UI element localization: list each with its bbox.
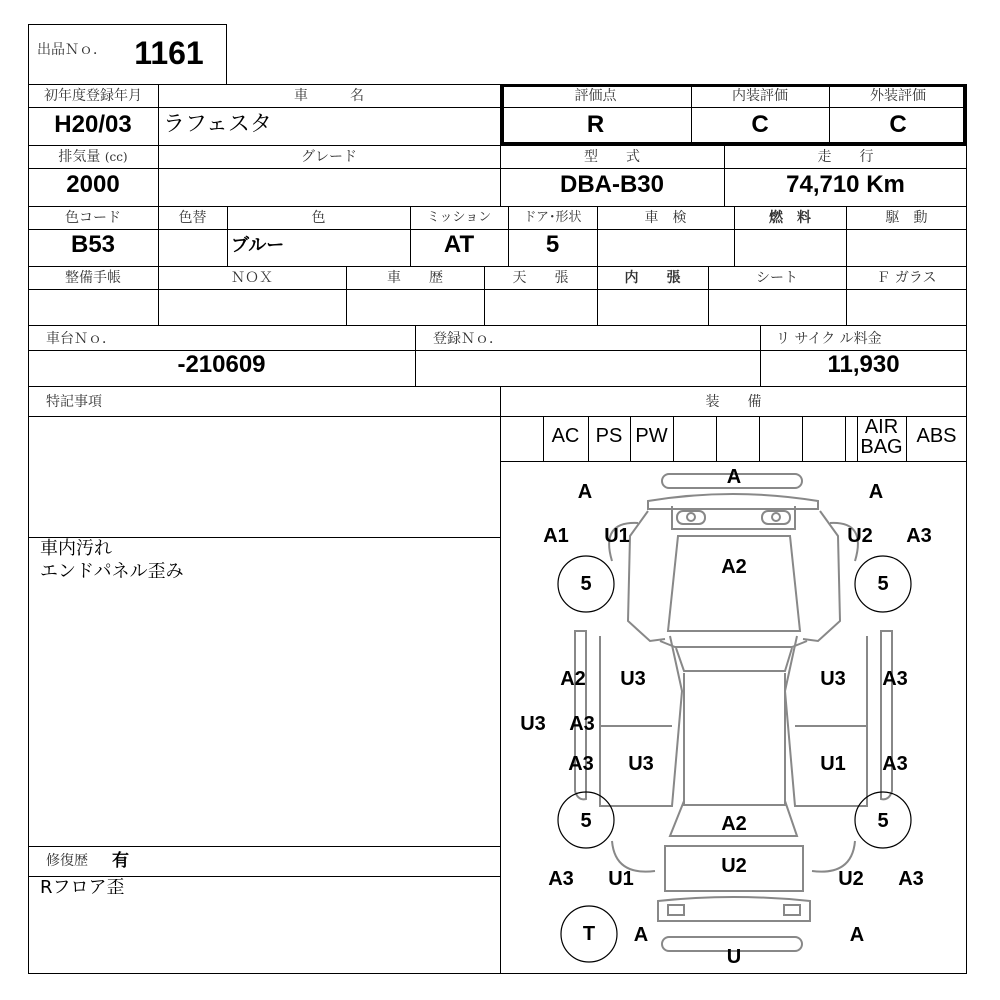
mark-rear-right-a3: A3 [898, 868, 924, 890]
mark-front-left-wheel: 5 [580, 573, 592, 595]
equipment-airbag: AIR BAG [860, 416, 903, 458]
repair-history-label: 修復歴 [46, 853, 88, 869]
mark-left-step-a3: A3 [569, 713, 595, 735]
mileage-label: 走 行 [817, 149, 874, 165]
note-line-2: エンドパネル歪み [40, 561, 184, 582]
model-label: 型 式 [584, 149, 640, 165]
interior-value: C [751, 111, 769, 138]
model-value: DBA-B30 [559, 171, 664, 198]
car-name-value: ラフェスタ [163, 112, 272, 137]
mark-rear-bumper-left: A [633, 924, 649, 946]
lot-number-box [28, 24, 227, 85]
mark-right-fender-u2: U2 [847, 525, 873, 547]
equipment-pw: PW [635, 425, 668, 447]
notes-label: 特記事項 [46, 394, 102, 410]
note-line-1: 車内汚れ [40, 538, 112, 559]
score-label: 評価点 [574, 88, 617, 104]
recycle-value: 11,930 [827, 351, 900, 378]
mark-spare-tire: T [582, 923, 596, 945]
repaint-label: 色替 [178, 210, 207, 226]
doors-value: 5 [545, 231, 560, 258]
transmission-label: ミッション [426, 210, 492, 225]
mark-left-fender-u1: U1 [604, 525, 630, 547]
doors-label: ドア･形状 [523, 210, 582, 225]
fglass-label: Ｆ ガラス [876, 270, 937, 286]
interior-label: 内装評価 [732, 88, 788, 104]
mark-rear-gate: U2 [721, 855, 747, 877]
mark-left-front-door-a2: A2 [560, 668, 586, 690]
equipment-abs: ABS [916, 425, 957, 447]
displacement-label-text: 排気量 [58, 149, 101, 165]
repair-note: Rフロア歪 [40, 877, 125, 898]
equipment-ps: PS [595, 425, 623, 447]
mark-rear-right-wheel: 5 [877, 810, 889, 832]
color-value: ブルー [231, 235, 285, 256]
color-code-value: B53 [70, 231, 116, 258]
first-registration-label: 初年度登録年月 [44, 88, 142, 104]
mark-front-right: A [868, 481, 884, 503]
equipment-ac: AC [551, 425, 580, 447]
recycle-label: リ サイク ル料金 [776, 331, 882, 347]
seat-label: シート [756, 270, 798, 286]
first-registration-value: H20/03 [54, 111, 132, 138]
displacement-label [28, 146, 158, 168]
lining-label: 内 張 [624, 270, 681, 286]
mark-front-bumper: A [726, 466, 742, 488]
lot-number-value: 1161 [134, 35, 204, 71]
mark-left-rear-door-a3: A3 [568, 753, 594, 775]
mileage-value: 74,710 Km [786, 171, 905, 198]
mark-right-front-door-u3: U3 [820, 668, 846, 690]
color-label: 色 [311, 210, 326, 226]
color-code-label: 色コード [65, 210, 121, 226]
mark-rear-right-u2: U2 [838, 868, 864, 890]
transmission-value: AT [443, 231, 475, 258]
mark-rear-bumper-right: A [849, 924, 865, 946]
mark-rear-left-u1: U1 [608, 868, 634, 890]
mark-rear-bumper: U [726, 946, 742, 968]
displacement-value: 2000 [66, 171, 120, 198]
repair-history-value: 有 [112, 851, 129, 871]
mark-rear-left-wheel: 5 [580, 810, 592, 832]
score-value: R [586, 111, 605, 138]
maintenance-label: 整備手帳 [65, 270, 121, 286]
equipment-label: 装 備 [705, 394, 762, 410]
fuel-label: 燃 料 [769, 210, 811, 226]
drive-label: 駆 動 [885, 210, 928, 226]
mark-left-fender-a1: A1 [543, 525, 569, 547]
mark-right-fender-a3: A3 [906, 525, 932, 547]
lot-number-label: 出品Ｎｏ． [37, 42, 107, 58]
mark-left-front-door-u3: U3 [620, 668, 646, 690]
chassis-label: 車台Ｎｏ． [46, 331, 116, 347]
exterior-label: 外装評価 [870, 88, 926, 104]
mark-hood: A2 [721, 556, 747, 578]
mark-left-rear-door-u3: U3 [628, 753, 654, 775]
nox-label: ＮＯＸ [231, 270, 273, 286]
grade-label: グレード [301, 149, 357, 165]
mark-right-rear-door-u1: U1 [820, 753, 846, 775]
mark-right-front-door-a3: A3 [882, 668, 908, 690]
mark-front-left: A [577, 481, 593, 503]
sunroof-label: 天 張 [512, 270, 569, 286]
mark-left-step-u3: U3 [520, 713, 546, 735]
chassis-value: -210609 [177, 351, 266, 378]
inspection-label: 車 検 [644, 210, 687, 226]
history-label: 車 歴 [387, 270, 443, 286]
displacement-unit: (cc) [104, 150, 128, 164]
mark-rear-window: A2 [721, 813, 747, 835]
registration-label: 登録Ｎｏ． [433, 331, 503, 347]
mark-rear-left-a3: A3 [548, 868, 574, 890]
mark-front-right-wheel: 5 [877, 573, 889, 595]
car-name-label: 車 名 [294, 88, 364, 104]
exterior-value: C [889, 111, 907, 138]
mark-right-rear-door-a3: A3 [882, 753, 908, 775]
